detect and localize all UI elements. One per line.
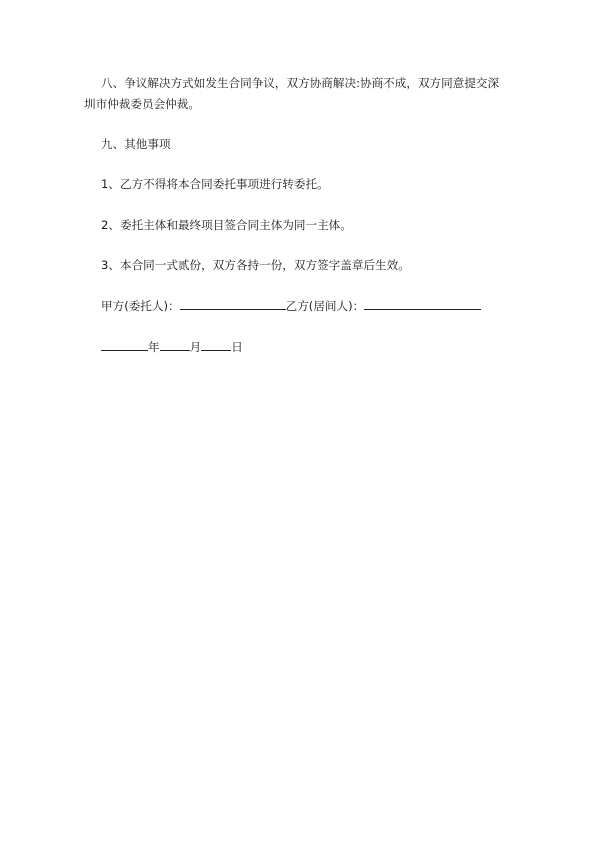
year-blank xyxy=(101,338,148,351)
year-label: 年 xyxy=(148,340,160,354)
section-9-item-3: 3、本合同一式贰份，双方各持一份，双方签字盖章后生效。 xyxy=(101,258,410,272)
signature-line xyxy=(101,296,541,317)
section-8-line-1: 八、争议解决方式如发生合同争议，双方协商解决:协商不成，双方同意提交深 xyxy=(101,76,500,90)
section-8-paragraph xyxy=(84,73,541,115)
section-9-item-2: 2、委托主体和最终项目签合同主体为同一主体。 xyxy=(101,218,352,232)
day-label: 日 xyxy=(231,340,243,354)
date-line xyxy=(101,337,541,358)
party-a-label: 甲方(委托人)： xyxy=(101,299,180,313)
party-a-signature-blank xyxy=(180,297,286,310)
section-9-heading: 九、其他事项 xyxy=(101,137,171,151)
party-b-label: 乙方(居间人)： xyxy=(285,299,365,313)
section-9-item-1: 1、乙方不得将本合同委托事项进行转委托。 xyxy=(101,177,329,191)
day-blank xyxy=(201,338,231,351)
month-blank xyxy=(160,338,190,351)
month-label: 月 xyxy=(189,340,202,354)
section-8-line-2: 圳市仲裁委员会仲裁。 xyxy=(84,97,200,111)
party-b-signature-blank xyxy=(364,297,481,310)
